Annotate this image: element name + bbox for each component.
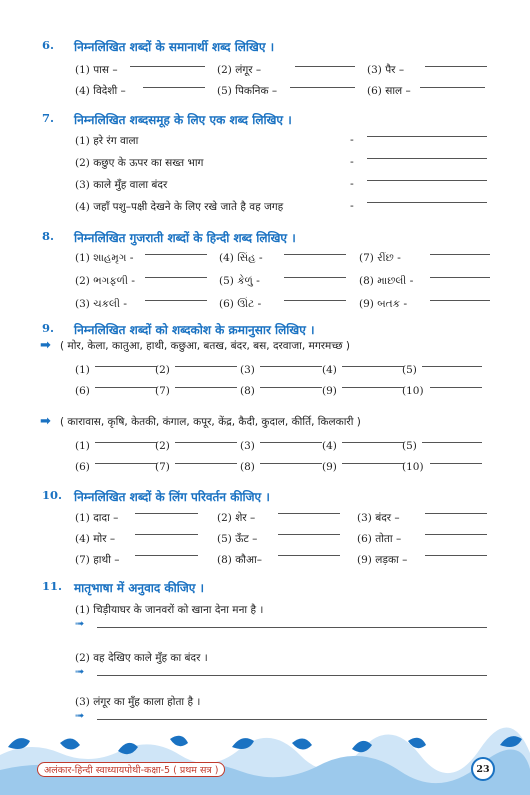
- item-text: वह देखिए काले मुँह का बंदर ।: [93, 652, 208, 664]
- answer-blank: [425, 66, 487, 67]
- item-number: (5): [219, 275, 234, 287]
- answer-blank: [367, 136, 487, 137]
- question-item: [217, 532, 257, 546]
- item-text: दादा –: [93, 512, 119, 524]
- answer-blank: [95, 442, 157, 443]
- item-number: (6): [357, 533, 372, 545]
- blank-number: (3): [240, 364, 255, 376]
- dash: -: [350, 134, 354, 146]
- question-item: [359, 275, 413, 288]
- item-number: (6): [367, 85, 382, 97]
- question-item: [75, 134, 138, 148]
- question-item: [219, 252, 263, 265]
- answer-blank: [278, 555, 340, 556]
- item-number: (4): [75, 85, 90, 97]
- question-item: [75, 84, 126, 98]
- blank-number: (8): [240, 385, 255, 397]
- blank-number: (3): [240, 440, 255, 452]
- item-number: (6): [219, 298, 234, 310]
- item-number: (7): [359, 252, 374, 264]
- item-text: ચકલી -: [93, 298, 128, 310]
- item-number: (2): [75, 275, 90, 287]
- item-text: ऊँट –: [235, 533, 258, 545]
- item-text: विदेशी –: [93, 85, 126, 97]
- answer-blank: [430, 300, 490, 301]
- item-text: पास –: [93, 64, 118, 76]
- answer-blank: [284, 254, 346, 255]
- item-number: (3): [357, 512, 372, 524]
- answer-blank: [175, 463, 237, 464]
- item-number: (7): [75, 554, 90, 566]
- question-item: [217, 511, 255, 525]
- blank-number: (10): [402, 385, 424, 397]
- answer-blank: [278, 513, 340, 514]
- question-number: 10.: [42, 488, 63, 502]
- item-text: રીંછ -: [377, 252, 401, 264]
- answer-blank: [260, 442, 322, 443]
- answer-blank: [260, 366, 322, 367]
- item-number: (2): [217, 64, 232, 76]
- word-list-1: ( मोर, केला, कातुआ, हाथी, कछुआ, बतख, बंदर, बस, दरवाजा, मगरमच्छ ): [60, 340, 350, 352]
- answer-blank: [342, 366, 404, 367]
- item-text: लड़का –: [375, 554, 408, 566]
- answer-blank: [425, 534, 487, 535]
- answer-blank: [430, 254, 490, 255]
- item-number: (5): [217, 85, 232, 97]
- answer-blank: [143, 87, 205, 88]
- item-text: બતક -: [377, 298, 408, 310]
- answer-line: [97, 627, 487, 628]
- leaf-icon: [60, 738, 80, 749]
- item-number: (4): [219, 252, 234, 264]
- answer-blank: [342, 463, 404, 464]
- answer-blank: [278, 534, 340, 535]
- book-title-footer: अलंकार-हिन्दी स्वाध्यायपोथी-कक्षा-5 ( प्रथम सत्र ): [37, 762, 225, 777]
- question-item: [219, 298, 261, 311]
- blank-number: (6): [75, 385, 90, 397]
- item-text: साल –: [385, 85, 411, 97]
- item-number: (1): [75, 135, 90, 147]
- item-text: पैर –: [385, 64, 405, 76]
- item-number: (3): [75, 696, 90, 708]
- item-number: (1): [75, 252, 90, 264]
- item-text: बंदर –: [375, 512, 400, 524]
- item-text: हाथी –: [93, 554, 120, 566]
- item-text: तोता –: [375, 533, 402, 545]
- question-item: [359, 252, 401, 265]
- item-number: (1): [75, 604, 90, 616]
- answer-blank: [367, 180, 487, 181]
- answer-blank: [342, 387, 404, 388]
- item-number: (1): [75, 64, 90, 76]
- question-item: [357, 511, 400, 525]
- item-text: कौआ–: [235, 554, 262, 566]
- arrow-right-icon: ➡: [40, 338, 51, 353]
- question-item: [75, 275, 135, 288]
- question-item: [75, 298, 127, 311]
- question-item: [75, 252, 134, 265]
- item-number: (9): [359, 298, 374, 310]
- item-text: ઊંટ -: [237, 298, 262, 310]
- question-item: [75, 695, 200, 709]
- answer-blank: [430, 463, 482, 464]
- question-number: 8.: [42, 229, 55, 243]
- question-item: [367, 84, 411, 98]
- answer-blank: [295, 66, 355, 67]
- item-number: (2): [217, 512, 232, 524]
- answer-blank: [175, 387, 237, 388]
- item-number: (4): [75, 201, 90, 213]
- dash: -: [350, 156, 354, 168]
- question-title: निम्नलिखित शब्दसमूह के लिए एक शब्द लिखिए ।: [74, 113, 292, 127]
- item-number: (3): [75, 298, 90, 310]
- item-text: कछुए के ऊपर का सख्त भाग: [93, 157, 204, 169]
- answer-blank: [430, 387, 482, 388]
- item-text: पिकनिक –: [235, 85, 278, 97]
- question-title: निम्नलिखित शब्दों को शब्दकोश के क्रमानुसार लिखिए ।: [74, 323, 315, 337]
- dash: -: [350, 178, 354, 190]
- item-text: શાહમૃગ -: [93, 252, 134, 264]
- answer-blank: [367, 202, 487, 203]
- footer-wave-decoration: [0, 725, 530, 795]
- blank-number: (7): [155, 385, 170, 397]
- item-number: (2): [75, 157, 90, 169]
- blank-number: (6): [75, 461, 90, 473]
- answer-blank: [425, 513, 487, 514]
- arrow-right-icon: ➟: [75, 617, 85, 630]
- answer-blank: [422, 442, 482, 443]
- item-number: (2): [75, 652, 90, 664]
- item-number: (8): [359, 275, 374, 287]
- item-text: हरे रंग वाला: [93, 135, 139, 147]
- page-number: 23: [471, 757, 495, 781]
- item-number: (5): [217, 533, 232, 545]
- blank-number: (9): [322, 385, 337, 397]
- question-number: 7.: [42, 111, 55, 125]
- question-number: 9.: [42, 321, 55, 335]
- question-item: [217, 553, 262, 567]
- answer-blank: [367, 158, 487, 159]
- question-item: [357, 553, 407, 567]
- answer-blank: [430, 277, 490, 278]
- blank-number: (5): [402, 440, 417, 452]
- answer-blank: [95, 463, 157, 464]
- item-number: (3): [367, 64, 382, 76]
- item-text: जहाँ पशु–पक्षी देखने के लिए रखे जाते है वह जगह: [93, 201, 284, 213]
- question-item: [75, 63, 118, 77]
- question-item: [367, 63, 404, 77]
- question-title: निम्नलिखित गुजराती शब्दों के हिन्दी शब्द लिखिए ।: [74, 231, 296, 245]
- dash: -: [350, 200, 354, 212]
- answer-blank: [145, 277, 207, 278]
- blank-number: (4): [322, 440, 337, 452]
- answer-blank: [422, 366, 482, 367]
- item-text: शेर –: [235, 512, 256, 524]
- blank-number: (4): [322, 364, 337, 376]
- item-text: ભગફળી -: [93, 275, 136, 287]
- question-item: [359, 298, 407, 311]
- question-number: 11.: [42, 579, 63, 593]
- leaf-icon: [292, 738, 312, 749]
- blank-number: (2): [155, 364, 170, 376]
- answer-blank: [425, 555, 487, 556]
- question-title: निम्नलिखित शब्दों के लिंग परिवर्तन कीजिए ।: [74, 490, 270, 504]
- question-number: 6.: [42, 38, 55, 52]
- arrow-right-icon: ➟: [75, 665, 85, 678]
- blank-number: (1): [75, 440, 90, 452]
- item-text: काले मुँह वाला बंदर: [93, 179, 168, 191]
- item-text: સિંહ -: [237, 252, 263, 264]
- question-item: [75, 553, 120, 567]
- blank-number: (7): [155, 461, 170, 473]
- answer-blank: [135, 555, 198, 556]
- item-text: કેળું -: [237, 275, 260, 287]
- answer-blank: [130, 66, 205, 67]
- item-number: (8): [217, 554, 232, 566]
- question-item: [357, 532, 401, 546]
- question-title: निम्नलिखित शब्दों के समानार्थी शब्द लिखिए ।: [74, 40, 275, 54]
- answer-blank: [260, 387, 322, 388]
- question-item: [75, 156, 203, 170]
- item-number: (1): [75, 512, 90, 524]
- question-item: [75, 178, 167, 192]
- arrow-right-icon: ➟: [75, 709, 85, 722]
- answer-blank: [135, 513, 198, 514]
- blank-number: (9): [322, 461, 337, 473]
- answer-blank: [284, 300, 346, 301]
- answer-blank: [145, 254, 207, 255]
- answer-blank: [260, 463, 322, 464]
- arrow-right-icon: ➡: [40, 414, 51, 429]
- answer-line: [97, 719, 487, 720]
- item-text: मोर –: [93, 533, 116, 545]
- answer-line: [97, 675, 487, 676]
- question-item: [75, 532, 115, 546]
- answer-blank: [342, 442, 404, 443]
- item-number: (4): [75, 533, 90, 545]
- blank-number: (5): [402, 364, 417, 376]
- question-item: [75, 200, 283, 214]
- answer-blank: [284, 277, 346, 278]
- question-item: [219, 275, 260, 288]
- item-text: चिड़ीयाघर के जानवरों को खाना देना मना है ।: [93, 604, 264, 616]
- question-item: [217, 84, 277, 98]
- blank-number: (8): [240, 461, 255, 473]
- answer-blank: [420, 87, 485, 88]
- question-item: [75, 651, 208, 665]
- answer-blank: [290, 87, 355, 88]
- word-list-2: ( कारावास, कृषि, केतकी, कंगाल, कपूर, केंद्र, कैदी, कुदाल, कीर्ति, किलकारी ): [60, 416, 361, 428]
- question-item: [75, 511, 118, 525]
- answer-blank: [95, 387, 157, 388]
- answer-blank: [135, 534, 198, 535]
- answer-blank: [175, 442, 237, 443]
- answer-blank: [145, 300, 207, 301]
- item-text: लंगूर –: [235, 64, 262, 76]
- leaf-icon: [170, 736, 188, 746]
- answer-blank: [175, 366, 237, 367]
- item-text: માછલી -: [377, 275, 414, 287]
- blank-number: (2): [155, 440, 170, 452]
- question-title: मातृभाषा में अनुवाद कीजिए ।: [74, 581, 205, 595]
- answer-blank: [95, 366, 157, 367]
- item-number: (9): [357, 554, 372, 566]
- item-text: लंगूर का मुँह काला होता है ।: [93, 696, 201, 708]
- blank-number: (10): [402, 461, 424, 473]
- question-item: [75, 603, 263, 617]
- blank-number: (1): [75, 364, 90, 376]
- question-item: [217, 63, 261, 77]
- item-number: (3): [75, 179, 90, 191]
